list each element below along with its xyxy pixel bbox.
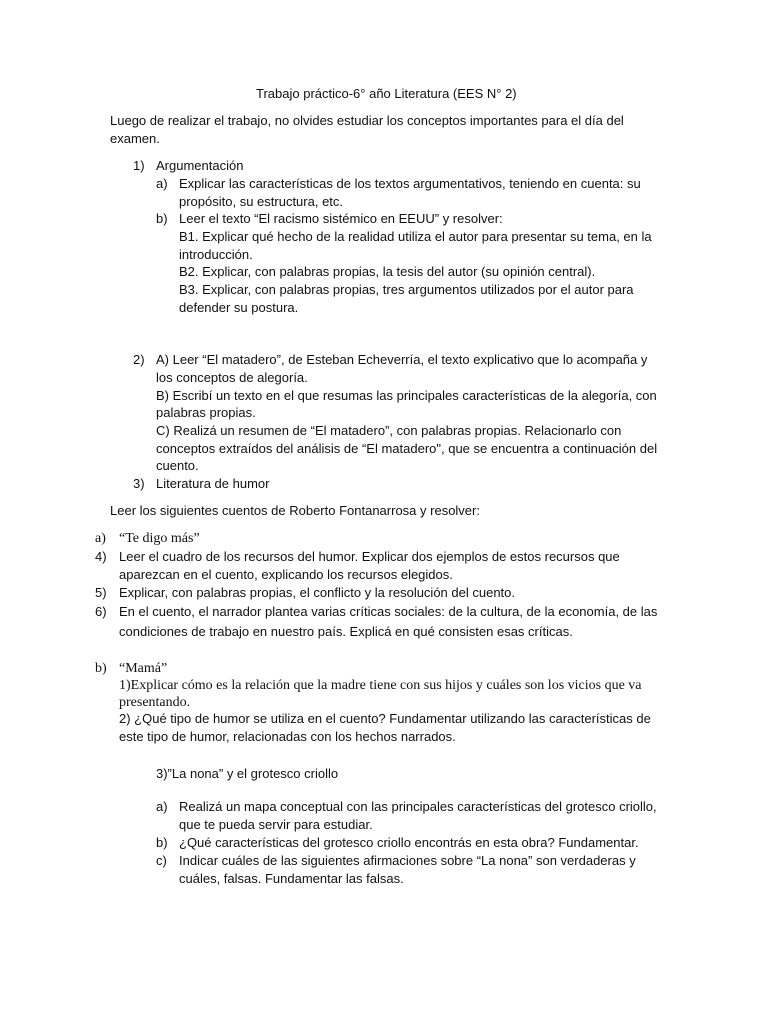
list-number: 2)	[133, 352, 145, 367]
list-item-line: B2. Explicar, con palabras propias, la tesis del autor (su opinión central).	[179, 264, 596, 279]
list-number: 6)	[95, 604, 107, 619]
list-item-line: propósito, su estructura, etc.	[179, 194, 344, 209]
list-item-line: Leer el texto “El racismo sistémico en EEUU” y resolver:	[179, 211, 503, 226]
list-number: 4)	[95, 549, 107, 564]
list-item-line: introducción.	[179, 247, 253, 262]
list-item-line: Explicar las características de los textos argumentativos, teniendo en cuenta: su	[179, 176, 641, 191]
section-heading: 3)”La nona” y el grotesco criollo	[156, 766, 339, 781]
list-item-line: B1. Explicar qué hecho de la realidad utiliza el autor para presentar su tema, en la	[179, 229, 652, 244]
list-marker: b)	[95, 661, 107, 676]
list-item-line: palabras propias.	[156, 405, 256, 420]
list-item-line: aparezcan en el cuento, explicando los recursos elegidos.	[119, 567, 453, 582]
list-item-line: B3. Explicar, con palabras propias, tres argumentos utilizados por el autor para	[179, 282, 634, 297]
list-number: 3)	[133, 476, 145, 491]
list-marker: a)	[156, 799, 168, 814]
list-item-line: En el cuento, el narrador plantea varias críticas sociales: de la cultura, de la economía, de las	[119, 604, 658, 619]
story-title: “Te digo más”	[119, 531, 200, 546]
list-item-line: que te pueda servir para estudiar.	[179, 817, 373, 832]
document-title: Trabajo práctico-6° año Literatura (EES N° 2)	[256, 86, 517, 101]
question-line: presentando.	[119, 695, 191, 710]
list-item-line: condiciones de trabajo en nuestro país. Explicá en qué consisten esas críticas.	[119, 624, 573, 639]
list-item-line: ¿Qué características del grotesco criollo encontrás en esta obra? Fundamentar.	[179, 835, 639, 850]
list-marker: a)	[95, 531, 106, 546]
list-item-line: conceptos extraídos del análisis de “El matadero", que se encuentra a continuación del	[156, 441, 658, 456]
list-item-line: Indicar cuáles de las siguientes afirmaciones sobre “La nona” son verdaderas y	[179, 853, 636, 868]
list-item-line: Leer el cuadro de los recursos del humor. Explicar dos ejemplos de estos recursos que	[119, 549, 620, 564]
list-marker: a)	[156, 176, 168, 191]
question-line: este tipo de humor, relacionadas con los hechos narrados.	[119, 729, 456, 744]
list-number: 1)	[133, 158, 145, 173]
list-marker: c)	[156, 853, 167, 868]
story-title: “Mamá”	[119, 661, 168, 676]
section-heading: Literatura de humor	[156, 476, 270, 491]
list-item-line: Realizá un mapa conceptual con las principales características del grotesco criollo,	[179, 799, 657, 814]
question-line: 1)Explicar cómo es la relación que la madre tiene con sus hijos y cuáles son los vicios que va	[119, 678, 642, 693]
instruction-line: Leer los siguientes cuentos de Roberto Fontanarrosa y resolver:	[110, 503, 480, 518]
intro-line: Luego de realizar el trabajo, no olvides estudiar los conceptos importantes para el día del	[110, 113, 624, 128]
list-item-line: A) Leer “El matadero”, de Esteban Echeverría, el texto explicativo que lo acompaña y	[156, 352, 648, 367]
question-line: 2) ¿Qué tipo de humor se utiliza en el cuento? Fundamentar utilizando las características de	[119, 711, 651, 726]
list-marker: b)	[156, 211, 168, 226]
list-item-line: cuento.	[156, 458, 199, 473]
list-marker: b)	[156, 835, 168, 850]
section-heading: Argumentación	[156, 158, 244, 173]
list-item-line: defender su postura.	[179, 300, 299, 315]
list-number: 5)	[95, 585, 107, 600]
list-item-line: los conceptos de alegoría.	[156, 370, 308, 385]
list-item-line: Explicar, con palabras propias, el conflicto y la resolución del cuento.	[119, 585, 515, 600]
list-item-line: B) Escribí un texto en el que resumas las principales características de la alegoría, con	[156, 388, 657, 403]
list-item-line: cuáles, falsas. Fundamentar las falsas.	[179, 871, 404, 886]
list-item-line: C) Realizá un resumen de “El matadero”, con palabras propias. Relacionarlo con	[156, 423, 622, 438]
intro-line: examen.	[110, 131, 160, 146]
